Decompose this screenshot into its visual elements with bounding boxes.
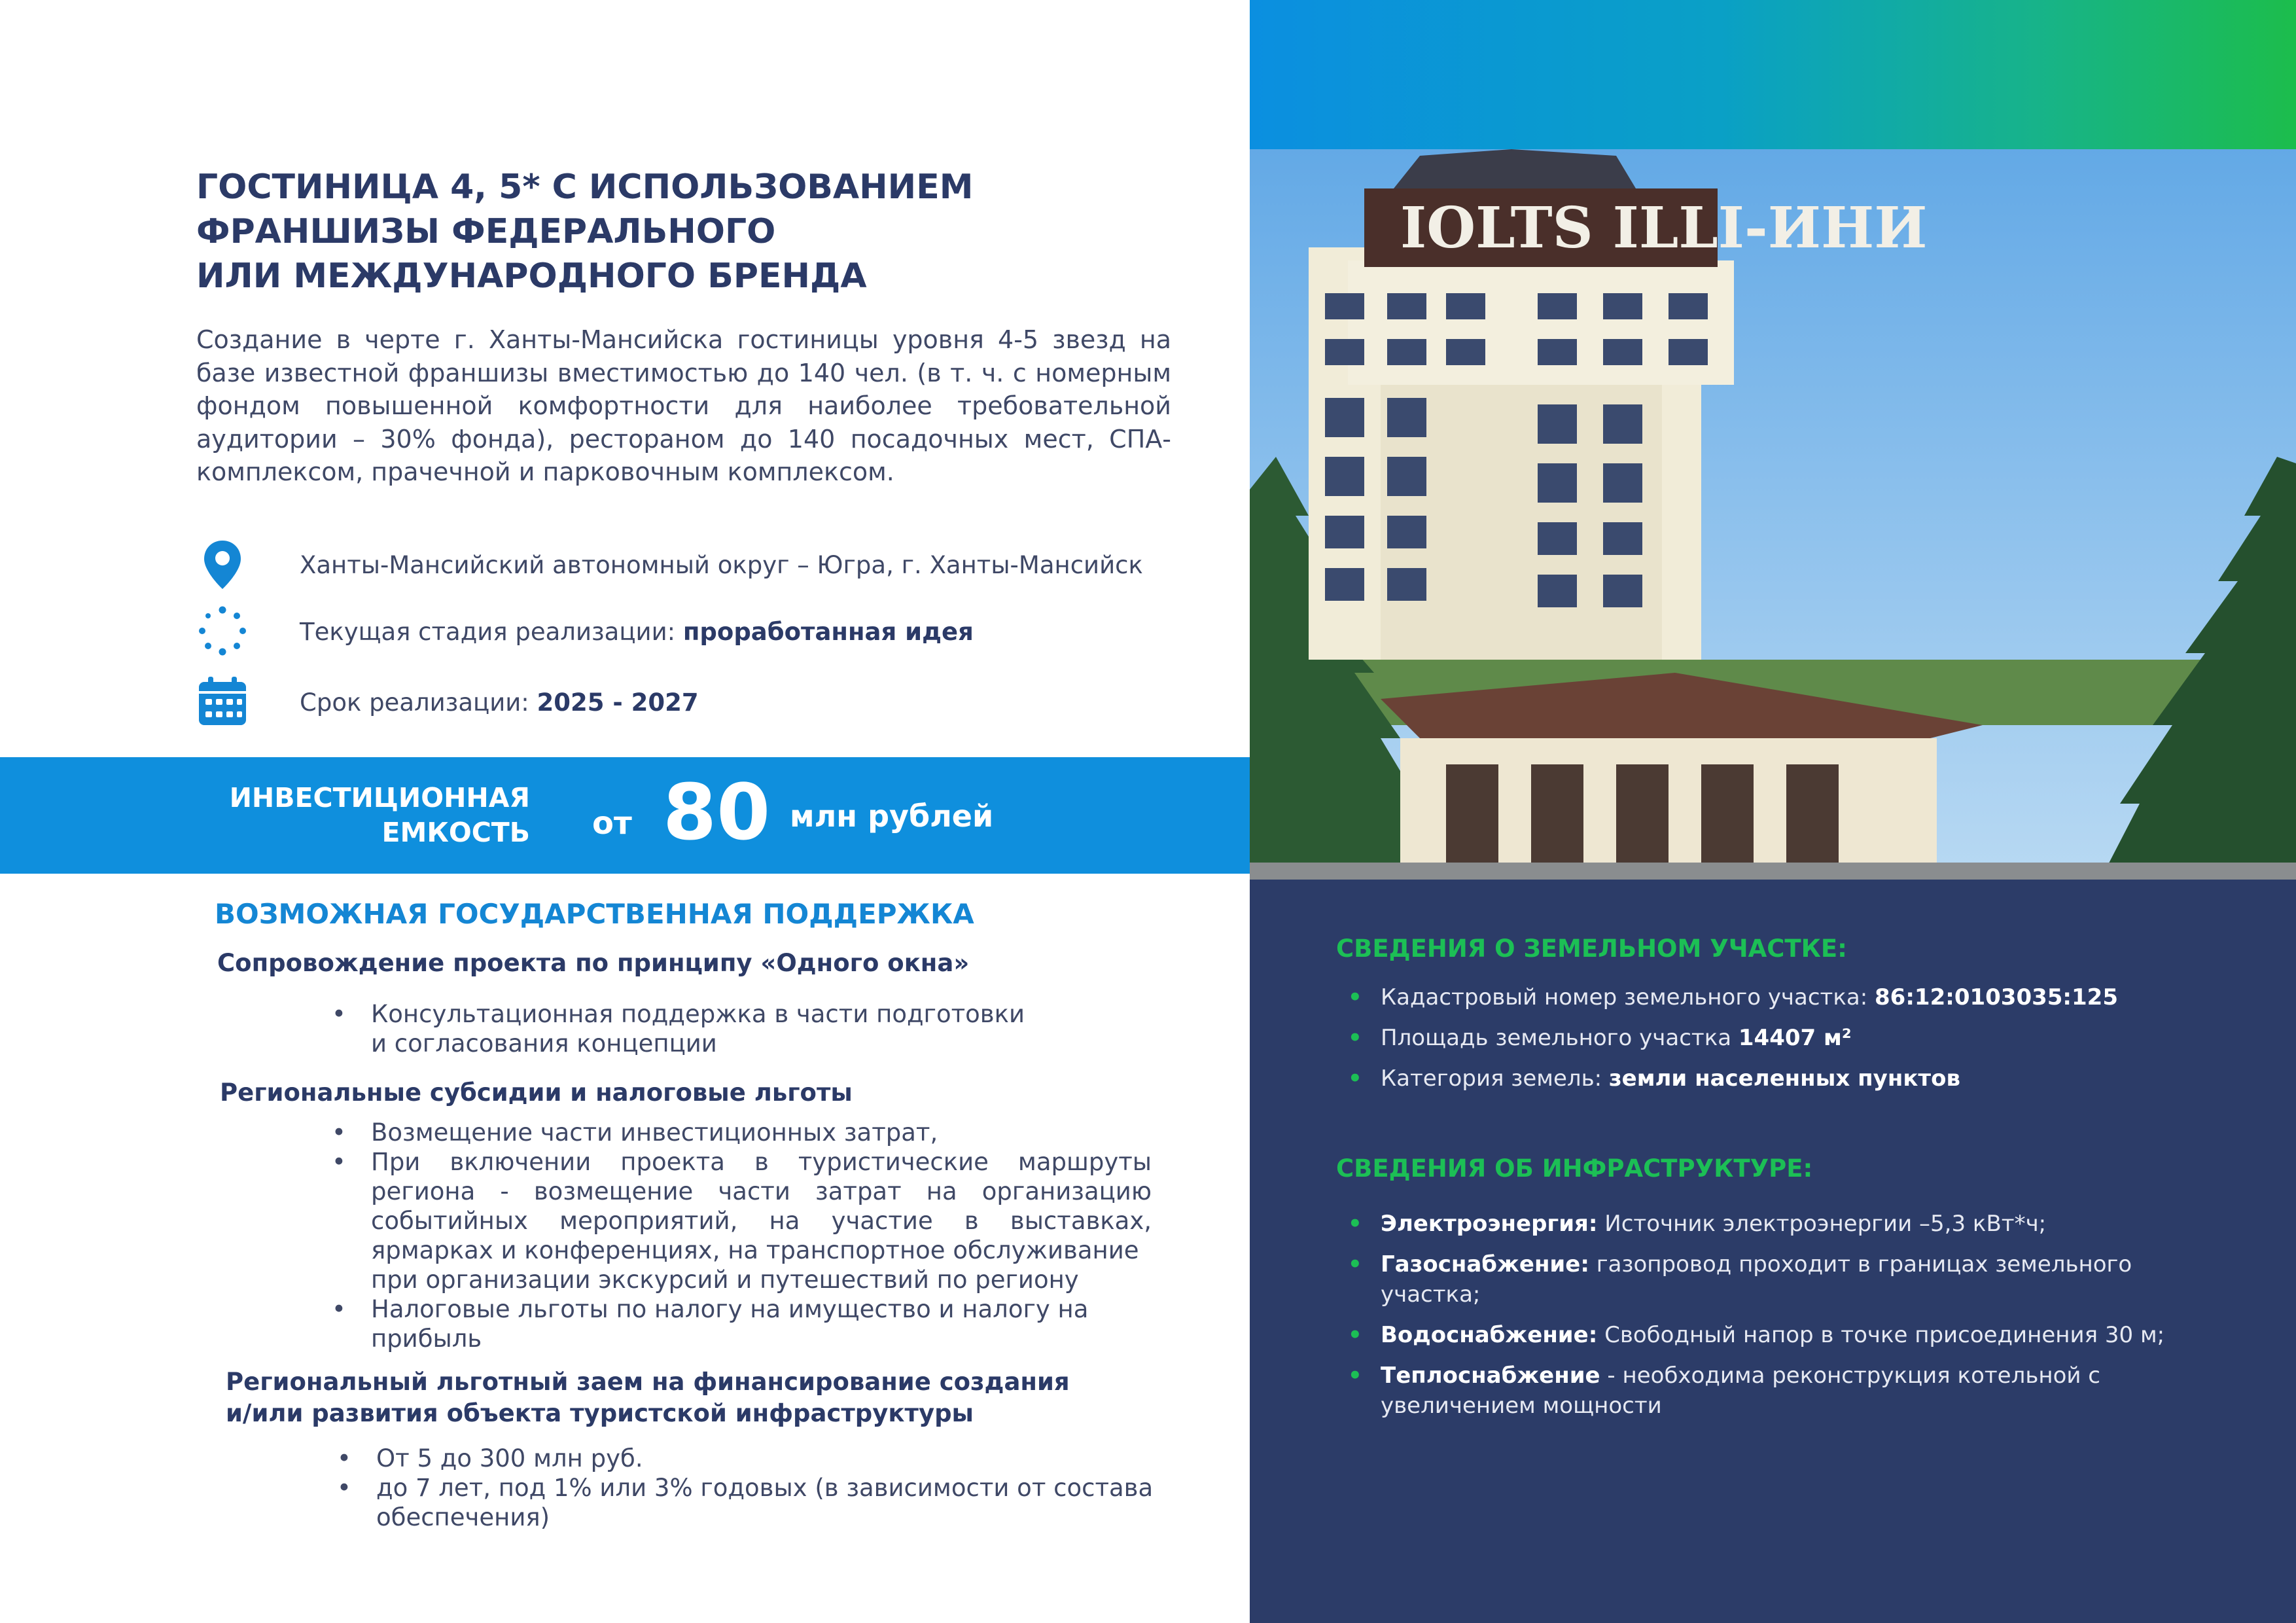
page-title: [196, 165, 1178, 298]
list-item: • Газоснабжение: газопровод проходит в границах земельного участка;: [1348, 1251, 2132, 1308]
list-item: • Площадь земельного участка 14407 м²: [1348, 1025, 1852, 1051]
location-row: [196, 538, 1243, 590]
list-item: • От 5 до 300 млн руб.: [337, 1444, 643, 1472]
stage-value: проработанная идея: [682, 618, 974, 646]
subsidies-list: [332, 1118, 1152, 1353]
list-item: и согласования концепции: [371, 1029, 717, 1058]
list-item: • Налоговые льготы по налогу на имущество и налогу на прибыль: [332, 1295, 1089, 1353]
infra-list: [1348, 1209, 2231, 1421]
investment-prefix: от: [592, 805, 632, 842]
calendar-icon: [196, 675, 249, 728]
progress-dots-icon: [196, 605, 249, 657]
list-item: • Консультационная поддержка в части подготовки: [332, 1000, 1025, 1028]
stage-text: [300, 618, 974, 646]
term-label: Срок реализации:: [300, 688, 537, 717]
details-panel: [1250, 880, 2296, 1623]
term-value: 2025 - 2027: [537, 688, 699, 717]
location-text: Ханты-Мансийский автономный округ – Югра, г. Ханты-Мансийск: [300, 551, 1143, 579]
investment-label-line: ЕМКОСТЬ: [381, 817, 530, 848]
list-item: • до 7 лет, под 1% или 3% годовых (в зависимости от состава: [337, 1474, 1154, 1502]
term-text: [300, 688, 699, 717]
land-heading: СВЕДЕНИЯ О ЗЕМЕЛЬНОМ УЧАСТКЕ:: [1336, 935, 1847, 963]
project-description: Создание в черте г. Ханты-Мансийска гостиницы уровня 4-5 звезд на базе известной франшизы вместимостью до 140 чел. (в т. ч. с номерным фондом повышенной комфортности для наиболее требовательной аудитории – 30% фонда), рестораном до 140 посадочных мест, СПА-комплексом, прачечной и парковочным комплексом.: [196, 325, 1171, 486]
loan-heading-line: Региональный льготный заем на финансирование создания: [226, 1368, 1070, 1396]
roof-sign: IOLTS ILLI-ИНИ: [1400, 195, 1928, 261]
loan-heading-line: и/или развития объекта туристской инфраструктуры: [226, 1399, 974, 1427]
hotel-photo: [1250, 149, 2296, 880]
list-item: • Категория земель: земли населенных пунктов: [1348, 1065, 1960, 1092]
list-item: • Водоснабжение: Свободный напор в точке присоединения 30 м;: [1348, 1322, 2165, 1348]
title-line: ГОСТИНИЦА 4, 5* С ИСПОЛЬЗОВАНИЕМ: [196, 168, 974, 207]
investment-label: [196, 781, 530, 850]
investment-banner: [0, 757, 1250, 874]
list-item: обеспечения): [376, 1503, 550, 1531]
subsidies-heading: Региональные субсидии и налоговые льготы: [220, 1079, 853, 1107]
list-item: • Возмещение части инвестиционных затрат,: [332, 1118, 938, 1147]
hotel-building-illustration: [1250, 149, 2296, 880]
investment-label-line: ИНВЕСТИЦИОННАЯ: [229, 782, 530, 813]
list-item: • Теплоснабжение - необходима реконструкция котельной с увеличением мощности: [1348, 1363, 2100, 1419]
title-line: ФРАНШИЗЫ ФЕДЕРАЛЬНОГО: [196, 212, 776, 251]
one-window-heading: Сопровождение проекта по принципу «Одного окна»: [217, 949, 970, 977]
term-row: [196, 675, 1243, 728]
infra-heading: СВЕДЕНИЯ ОБ ИНФРАСТРУКТУРЕ:: [1336, 1154, 1813, 1183]
support-title: ВОЗМОЖНАЯ ГОСУДАРСТВЕННАЯ ПОДДЕРЖКА: [215, 898, 974, 930]
investment-amount: 80: [663, 767, 771, 857]
loan-heading: [226, 1366, 1070, 1429]
stage-label: Текущая стадия реализации:: [300, 618, 683, 646]
list-item: • Кадастровый номер земельного участка: 86:12:0103035:125: [1348, 984, 2118, 1010]
land-list: [1348, 982, 2231, 1094]
list-item: • При включении проекта в туристические маршруты региона - возмещение части затрат на организацию событийных мероприятий, на участие в выставках, ярмарках и конференциях, на транспортное обслуживание при организации экскурсий и путешествий по региону: [332, 1148, 1152, 1294]
stage-row: [196, 605, 1243, 657]
list-item: • Электроэнергия: Источник электроэнергии –5,3 кВт*ч;: [1348, 1211, 2047, 1237]
location-pin-icon: [196, 538, 249, 590]
investment-unit: млн рублей: [790, 798, 994, 834]
title-line: ИЛИ МЕЖДУНАРОДНОГО БРЕНДА: [196, 257, 867, 296]
loan-list: [337, 1444, 1161, 1532]
header-gradient-band: [1250, 0, 2296, 149]
one-window-list: [332, 999, 1156, 1058]
